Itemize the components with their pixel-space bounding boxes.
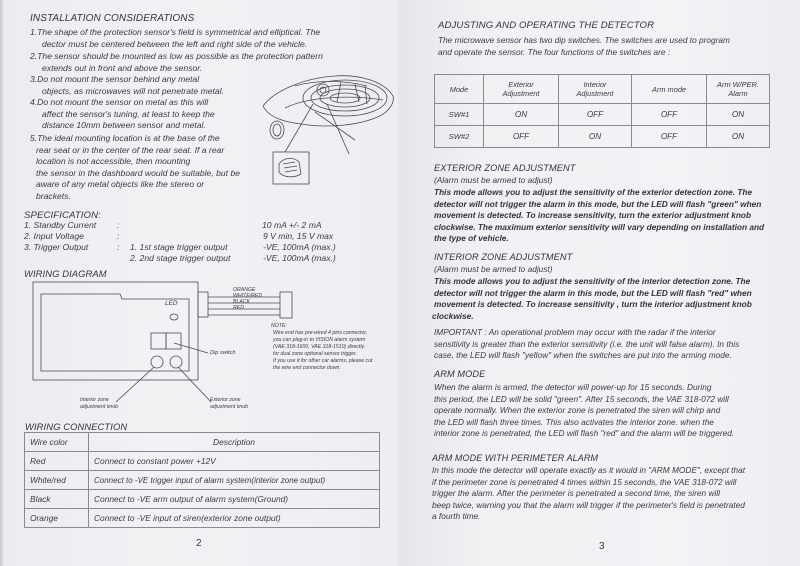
item-line: brackets. — [36, 190, 71, 201]
item-line: objects, as microwaves will not penetrate metal. — [42, 85, 224, 96]
installation-item-5 — [30, 133, 240, 203]
paragraph-line: the LED will flash three times. This also activates the interior zone. when the — [434, 416, 714, 427]
installation-item-3 — [30, 74, 224, 97]
spec-value: 9 V min, 15 V max — [263, 231, 334, 241]
spec-value: -VE, 100mA (max.) — [263, 253, 336, 263]
dip-switch-leader — [174, 343, 208, 353]
switch-state-cell: OFF — [484, 126, 559, 148]
paragraph-line: clockwise. The maximum exterior sensitivity will vary depending on installation and — [434, 221, 765, 232]
installation-item-1 — [30, 27, 320, 50]
paragraph-line: This mode allows you to adjust the sensitivity of the exterior detection zone. The — [434, 187, 753, 197]
arm-perimeter-heading: ARM MODE WITH PERIMETER ALARM — [432, 453, 599, 463]
table-row — [25, 452, 380, 471]
column-header — [707, 75, 770, 104]
switch-name-cell: SW#2 — [435, 126, 484, 148]
paragraph-line: a fourth time. — [432, 511, 481, 522]
wiring-connection-table — [24, 432, 380, 528]
adjusting-heading: ADJUSTING AND OPERATING THE DETECTOR — [438, 20, 655, 31]
note-line: the wire end connector down. — [273, 365, 341, 371]
wire-label-orange: ORANGE — [233, 287, 256, 293]
spec-value: 10 mA +/- 2 mA — [262, 220, 322, 230]
paragraph-line: the type of vehicle. — [434, 233, 509, 244]
wire-color-cell: White/red — [25, 471, 89, 490]
wire-color-labels — [233, 287, 262, 311]
interior-zone-subheading: (Alarm must be armed to adjust) — [434, 264, 553, 274]
exterior-zone-subheading: (Alarm must be armed to adjust) — [434, 175, 553, 185]
item-line: aware of any metal objects like the stereo or — [36, 179, 205, 190]
installation-item-4 — [30, 97, 215, 132]
paragraph-line: this period, the LED will be solid "green". After 15 seconds, the VAE 318-072 will — [434, 393, 729, 404]
spec-value: -VE, 100mA (max.) — [263, 242, 336, 252]
cable-grommet — [198, 292, 208, 317]
installation-heading: INSTALLATION CONSIDERATIONS — [30, 13, 195, 24]
table-row — [25, 471, 380, 490]
paragraph-line: interior zone is penetrated, the LED will flash "red" and the alarm will be triggered. — [434, 428, 735, 439]
page-number: 3 — [599, 541, 605, 552]
column-header — [559, 75, 632, 104]
interior-knob-leader — [116, 367, 154, 402]
paragraph-line: sensitivity is greater than the exterior sensitivity (i.e. the unit will false alarm). In this — [434, 338, 740, 349]
header-line: Exterior — [508, 80, 534, 89]
header-line: Alarm — [728, 89, 748, 98]
spec-sub-label: 2. 2nd stage trigger output — [130, 253, 231, 263]
label-line: adjustment knob — [80, 404, 119, 410]
table-row — [25, 509, 380, 528]
item-line: extends out in front and above the sensor. — [42, 62, 203, 73]
item-line: 1.The shape of the protection sensor's field is symmetrical and elliptical. The — [30, 27, 321, 37]
exterior-knob-leader — [178, 367, 211, 402]
switch-state-cell: OFF — [632, 104, 707, 126]
wiring-note — [271, 323, 372, 372]
paragraph-line: The microwave sensor has two dip switches. The switches are used to program — [438, 35, 730, 45]
item-line: the sensor in the dashboard would be suitable, but be — [36, 167, 241, 178]
exterior-zone-heading: EXTERIOR ZONE ADJUSTMENT — [434, 163, 576, 173]
paragraph-line: This mode allows you to adjust the sensitivity of the interior detection zone. The — [434, 276, 751, 286]
item-line: 5.The ideal mounting location is at the base of the — [30, 133, 220, 143]
spec-separator: : — [117, 242, 120, 252]
table-header-row — [435, 75, 770, 104]
paragraph-line: When the alarm is armed, the detector will power-up for 15 seconds. During — [434, 382, 712, 392]
column-header: Description — [89, 433, 380, 452]
note-title: NOTE: — [271, 323, 287, 329]
item-line: distance 10mm between sensor and metal. — [42, 120, 206, 131]
paragraph-line: clockwise. — [432, 310, 474, 321]
spec-separator: : — [117, 220, 120, 230]
note-line: you can plug-in to VISION alarm system — [273, 337, 366, 343]
dip-switch-function-table — [434, 74, 770, 148]
note-line: If you use it for other car alarms, please cut — [273, 358, 373, 364]
paragraph-line: IMPORTANT : An operational problem may occur with the radar if the interior — [434, 327, 716, 337]
spec-separator: : — [117, 231, 120, 241]
paragraph-line: trigger the alarm. After the perimeter is penetrated a second time, the siren will — [432, 488, 720, 499]
wire-label-white-red: WHITE/RED — [233, 293, 263, 299]
wiring-connection-heading: WIRING CONNECTION — [25, 421, 128, 432]
exterior-knob-label — [210, 397, 248, 411]
switch-state-cell: ON — [707, 104, 770, 126]
item-line: location is not accessible, then mounting — [36, 156, 191, 167]
description-cell: Connect to -VE input of siren(exterior zone output) — [89, 509, 380, 528]
description-cell: Connect to -VE arm output of alarm system(Ground) — [89, 490, 380, 509]
wiring-diagram-heading: WIRING DIAGRAM — [24, 268, 107, 279]
switch-state-cell: OFF — [559, 104, 632, 126]
specification-heading: SPECIFICATION: — [24, 210, 101, 221]
switch-name-cell: SW#1 — [435, 104, 484, 126]
sensor-housing-outline — [33, 282, 198, 380]
wire-color-cell: Orange — [25, 509, 89, 528]
label-line: adjustment knob — [210, 404, 249, 410]
item-line: rear seat or in the center of the rear seat. If a rear — [36, 144, 225, 155]
wire-label-red: RED — [233, 305, 244, 311]
table-row — [25, 490, 380, 509]
dip-switch-label: Dip switch — [210, 350, 236, 356]
paragraph-line: movement is detected. To increase sensitivity , turn the interior adjustment knob — [434, 299, 752, 310]
arm-mode-heading: ARM MODE — [434, 369, 486, 379]
column-header: Arm mode — [632, 75, 707, 104]
switch-state-cell: OFF — [632, 126, 707, 148]
arm-perimeter-body — [432, 465, 745, 523]
item-line: dector must be centered between the left and right side of the vehicle. — [42, 38, 308, 49]
switch-state-cell: ON — [559, 126, 632, 148]
spec-sub-label: 1. 1st stage trigger output — [130, 242, 228, 252]
column-header: Wire color — [25, 433, 89, 452]
paragraph-line: beep twice, warning you that the alarm will trigger if the perimeter's field is penetrated — [432, 499, 745, 510]
column-header — [484, 75, 559, 104]
note-line: for dual zone optional sensor trigger. — [273, 351, 358, 357]
wire-connector — [280, 292, 292, 318]
spec-label: 2. Input Voltage — [24, 231, 84, 241]
description-cell: Connect to -VE trigger input of alarm system(interior zone output) — [89, 471, 380, 490]
paragraph-line: In this mode the detector will operate exactly as it would in "ARM MODE", except that — [432, 465, 746, 475]
item-line: 4.Do not mount the sensor on metal as this will — [30, 97, 209, 107]
header-line: Arm W/PER. — [717, 80, 759, 89]
item-line: 3.Do not mount the sensor behind any metal — [30, 74, 200, 84]
adjusting-intro — [438, 35, 730, 58]
paragraph-line: detector will not trigger the alarm in this mode, but the LED will flash "red" when — [434, 287, 752, 298]
table-header-row — [25, 433, 380, 452]
important-note — [434, 327, 739, 362]
table-row — [435, 126, 770, 148]
header-line: Interior — [583, 80, 607, 89]
interior-knob — [151, 356, 163, 368]
interior-knob-label — [80, 397, 118, 411]
exterior-zone-body — [434, 187, 764, 245]
paragraph-line: and operate the sensor. The four functions of the switches are : — [438, 46, 671, 57]
switch-state-cell: ON — [484, 104, 559, 126]
description-cell: Connect to constant power +12V — [89, 452, 380, 471]
interior-zone-body — [434, 276, 752, 322]
paragraph-line: case, the LED will flash "yellow" when the switches are put into the arming mode. — [434, 350, 732, 361]
paragraph-line: if the perimeter zone is penetrated 4 times within 15 seconds, the VAE 318-072 will — [432, 476, 737, 487]
header-line: Adjustment — [502, 89, 540, 98]
paragraph-line: operate normally. When the exterior zone is penetrated the siren will chirp and — [434, 405, 721, 416]
switch-state-cell: ON — [707, 126, 770, 148]
spec-label: 3. Trigger Output — [24, 242, 89, 252]
spec-label: 1. Standby Current — [24, 220, 97, 230]
item-line: affect the sensor's tuning, at least to keep the — [42, 108, 215, 119]
page-number: 2 — [196, 538, 202, 549]
dip-switch-2 — [166, 333, 181, 349]
paragraph-line: detector will not trigger the alarm in this mode, but the LED will flash "green" when — [434, 198, 762, 209]
exterior-knob — [170, 356, 182, 368]
note-line: Wire end has pre-wired 4 pins connector, — [273, 330, 368, 336]
dip-switch-1 — [151, 333, 166, 349]
car-sensor-field-illustration — [255, 68, 395, 186]
note-line: (VAE 318-1600, VAE 318-1510) directly. — [273, 344, 366, 350]
header-line: Adjustment — [576, 89, 614, 98]
item-line: 2.The sensor should be mounted as low as possible as the protection pattern — [30, 51, 323, 61]
paragraph-line: movement is detected. To increase sensitivity, turn the exterior adjustment knob — [434, 210, 752, 221]
column-header: Mode — [435, 75, 484, 104]
wire-color-cell: Black — [25, 490, 89, 509]
label-line: Exterior zone — [210, 397, 241, 403]
arm-mode-body — [434, 382, 734, 440]
wire-color-cell: Red — [25, 452, 89, 471]
interior-zone-heading: INTERIOR ZONE ADJUSTMENT — [434, 252, 573, 262]
table-row — [435, 104, 770, 126]
wire-label-black: BLACK — [233, 299, 251, 305]
led-label: LED — [165, 300, 178, 307]
label-line: Interior zone — [80, 397, 109, 403]
led-indicator — [170, 314, 178, 320]
